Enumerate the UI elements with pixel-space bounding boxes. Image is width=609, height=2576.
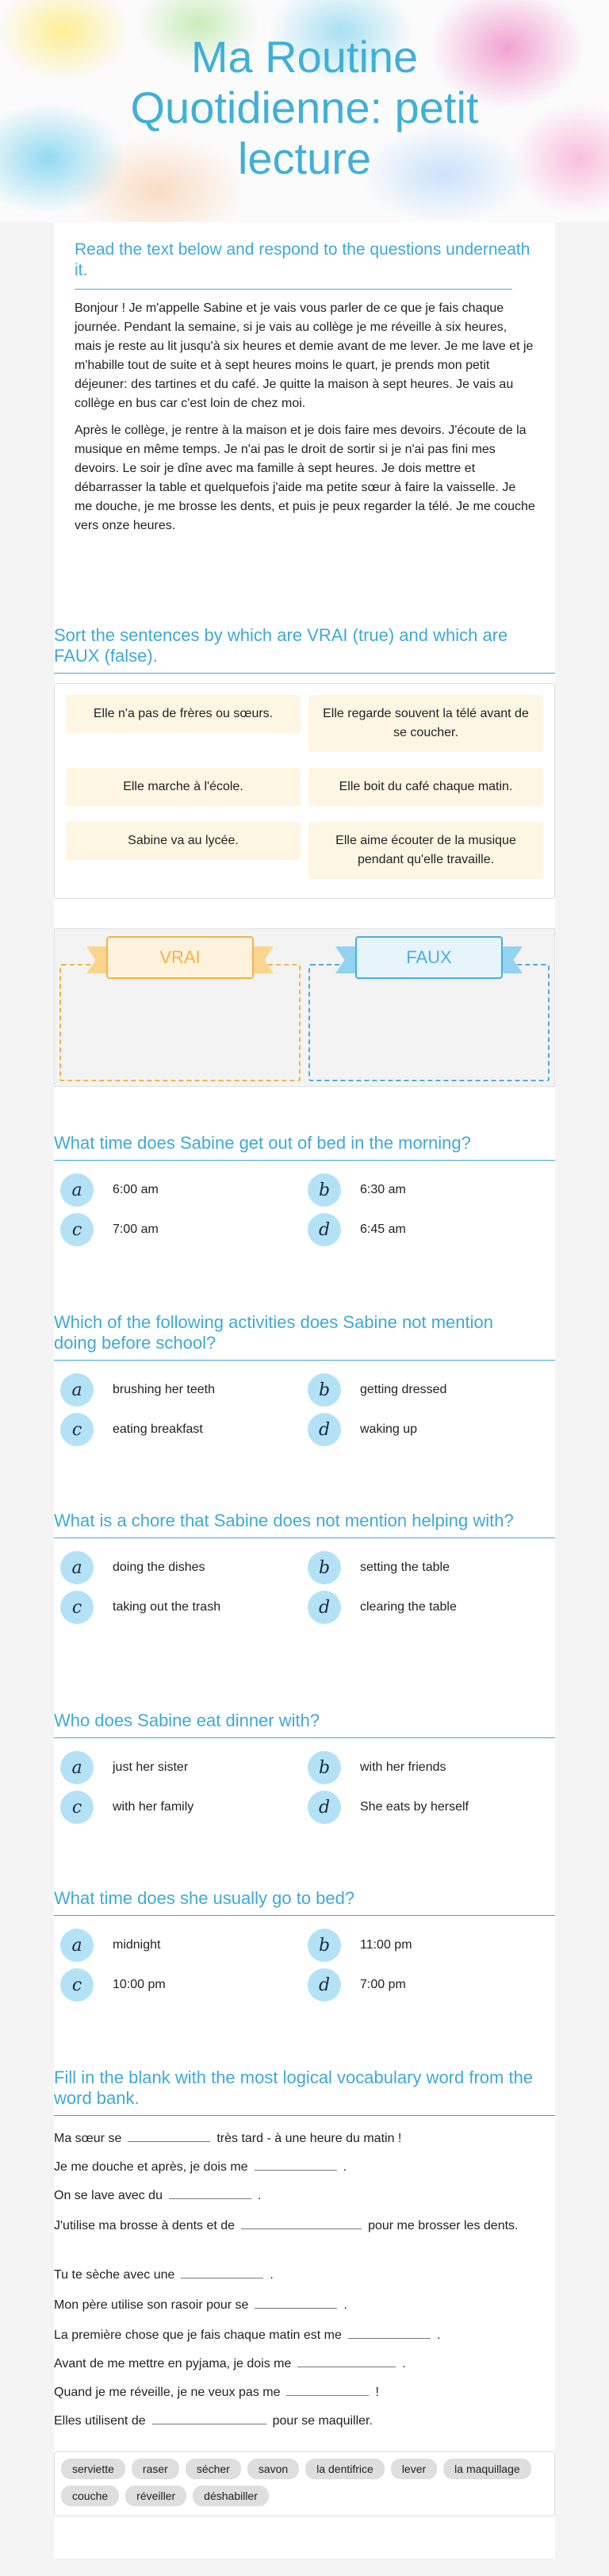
- sentence-text: pour me brosser les dents.: [368, 2219, 519, 2232]
- answer-option-b[interactable]: [308, 1172, 406, 1208]
- letter-a-icon: a: [60, 1173, 94, 1207]
- word-chip[interactable]: couche: [61, 2486, 119, 2506]
- sentence-text: Elles utilisent de: [54, 2414, 146, 2428]
- sort-section: [54, 625, 555, 899]
- option-text: waking up: [360, 1422, 418, 1436]
- question-1: [54, 1133, 555, 1248]
- letter-a-icon: a: [60, 1373, 94, 1407]
- sentence-text: La première chose que je fais chaque matin est me: [54, 2328, 342, 2342]
- answer-option-b[interactable]: [308, 1372, 446, 1408]
- option-text: doing the dishes: [113, 1561, 205, 1574]
- sort-item[interactable]: Elle aime écouter de la musique pendant qu'elle travaille.: [308, 822, 543, 879]
- blank-input[interactable]: [286, 2382, 369, 2396]
- option-text: 6:00 am: [113, 1183, 159, 1196]
- letter-d-icon: d: [308, 1413, 341, 1446]
- sentence-text: J'utilise ma brosse à dents et de: [54, 2219, 236, 2232]
- blank-input[interactable]: [181, 2264, 263, 2278]
- sentence-text: Tu te sèche avec une: [54, 2268, 175, 2282]
- sentence-text: Mon père utilise son rasoir pour se: [54, 2298, 249, 2312]
- letter-b-icon: b: [308, 1929, 341, 1962]
- answer-option-b[interactable]: [308, 1749, 446, 1786]
- word-chip[interactable]: savon: [247, 2459, 299, 2479]
- fill-sentence: [54, 2353, 555, 2374]
- answer-options: [54, 1367, 555, 1448]
- fill-sentence: [54, 2215, 555, 2236]
- question-title: What is a chore that Sabine does not mention helping with?: [54, 1511, 514, 1530]
- answer-option-a[interactable]: [60, 1749, 188, 1786]
- question-4: [54, 1710, 555, 1825]
- question-5: [54, 1888, 555, 2003]
- option-text: setting the table: [360, 1561, 450, 1574]
- option-text: midnight: [113, 1938, 161, 1952]
- fill-sentence: [54, 2185, 555, 2206]
- reading-section: [75, 240, 536, 536]
- sentence-text: très tard - à une heure du matin !: [216, 2132, 402, 2145]
- option-text: 10:00 pm: [113, 1978, 166, 1991]
- letter-c-icon: c: [60, 1968, 94, 2002]
- fill-sentence: [54, 2410, 555, 2431]
- blank-input[interactable]: [128, 2128, 210, 2142]
- word-bank: [54, 2451, 555, 2516]
- option-text: 7:00 pm: [360, 1978, 406, 1991]
- letter-b-icon: b: [308, 1551, 341, 1584]
- divider: [54, 2115, 555, 2116]
- sentence-text: .: [436, 2328, 441, 2342]
- option-text: 6:30 am: [360, 1183, 406, 1196]
- sort-item[interactable]: Elle marche à l'école.: [66, 768, 301, 806]
- fill-sentence: [54, 2128, 555, 2148]
- question-2: [54, 1312, 555, 1448]
- word-chip[interactable]: la dentifrice: [305, 2459, 385, 2479]
- sentence-text: .: [343, 2298, 347, 2312]
- blank-input[interactable]: [152, 2410, 266, 2424]
- word-chip[interactable]: la maquillage: [443, 2459, 531, 2479]
- answer-option-c[interactable]: [60, 1789, 193, 1825]
- letter-c-icon: c: [60, 1591, 94, 1624]
- letter-a-icon: a: [60, 1929, 94, 1962]
- option-text: 11:00 pm: [360, 1938, 412, 1952]
- sentence-text: Ma sœur se: [54, 2132, 122, 2145]
- vrai-drop-zone[interactable]: [59, 964, 301, 1081]
- divider: [54, 1737, 555, 1738]
- fill-sentence: [54, 2264, 555, 2285]
- blank-input[interactable]: [255, 2294, 337, 2309]
- fill-blank-section: [54, 2067, 555, 2116]
- answer-option-b[interactable]: [308, 1549, 450, 1586]
- letter-b-icon: b: [308, 1751, 341, 1784]
- answer-options: [54, 1922, 555, 2003]
- question-3: [54, 1511, 555, 1626]
- header-banner: [0, 0, 609, 222]
- answer-option-c[interactable]: [60, 1589, 220, 1626]
- answer-option-c[interactable]: [60, 1967, 166, 2003]
- letter-a-icon: a: [60, 1751, 94, 1784]
- fill-sentence: [54, 2325, 555, 2345]
- option-text: with her friends: [360, 1760, 446, 1774]
- letter-d-icon: d: [308, 1968, 341, 2002]
- divider: [54, 1360, 555, 1361]
- blank-input[interactable]: [255, 2156, 337, 2171]
- fill-sentence: [54, 2382, 555, 2402]
- sort-items-box: [54, 683, 555, 899]
- answer-option-d[interactable]: [308, 1967, 406, 2003]
- sentence-text: !: [375, 2386, 379, 2399]
- divider: [54, 673, 555, 674]
- answer-option-a[interactable]: [60, 1372, 215, 1408]
- answer-option-a[interactable]: [60, 1549, 205, 1586]
- option-text: just her sister: [113, 1760, 189, 1774]
- answer-option-d[interactable]: [308, 1411, 417, 1448]
- letter-d-icon: d: [308, 1213, 341, 1246]
- letter-c-icon: c: [60, 1791, 94, 1824]
- faux-label: FAUX: [406, 947, 452, 967]
- divider: [54, 1915, 555, 1916]
- sentence-text: .: [270, 2268, 274, 2282]
- answer-option-d[interactable]: [308, 1589, 457, 1626]
- word-chip[interactable]: raser: [132, 2459, 179, 2479]
- sentence-text: Je me douche et après, je dois me: [54, 2160, 248, 2174]
- faux-drop-zone[interactable]: [308, 964, 550, 1081]
- letter-d-icon: d: [308, 1591, 341, 1624]
- option-text: 6:45 am: [360, 1223, 406, 1236]
- blank-input[interactable]: [297, 2353, 396, 2367]
- word-chip[interactable]: sécher: [186, 2459, 241, 2479]
- sentence-text: Quand je me réveille, je ne veux pas me: [54, 2386, 281, 2399]
- question-title: Which of the following activities does Sabine not mention doing before school?: [54, 1312, 493, 1353]
- letter-c-icon: c: [60, 1413, 94, 1446]
- answer-option-a[interactable]: [60, 1927, 160, 1964]
- vrai-banner: [86, 935, 274, 980]
- option-text: getting dressed: [360, 1383, 447, 1396]
- sort-item[interactable]: Elle regarde souvent la télé avant de se coucher.: [308, 695, 543, 752]
- sentence-text: .: [343, 2160, 347, 2174]
- letter-a-icon: a: [60, 1551, 94, 1584]
- answer-option-c[interactable]: [60, 1411, 203, 1448]
- reading-paragraph-1: Bonjour ! Je m'appelle Sabine et je vais vous parler de ce que je fais chaque journée. Pendant la semaine, si je vais au collège je me réveille à six heures, mais je reste au lit jusqu'à six heures et demie avant de me lever. Je me lave et je m'habille tout de suite et à sept heures moins le quart, je prends mon petit déjeuner: des tartines et du café. Je quitte la maison à sept heures. Je vais au collège en bus car c'est loin de chez moi.: [75, 301, 534, 410]
- divider: [75, 289, 512, 290]
- sort-item[interactable]: Elle boit du café chaque matin.: [308, 768, 543, 806]
- divider: [54, 1160, 555, 1161]
- page-title: Ma Routine Quotidienne: petit lecture: [130, 32, 479, 183]
- reading-paragraph-2: Après le collège, je rentre à la maison et je dois faire mes devoirs. J'écoute de la musique en même temps. Je n'ai pas le droit de sortir si je n'ai pas fini mes devoirs. Le soir je dîne avec ma famille à sept heures. Je dois mettre et débarrasser la table et quelquefois j'aide ma petite sœur à faire la vaisselle. Je me douche, je me brosse les dents, et puis je peux regarder la télé. Je me couche vers onze heures.: [75, 424, 535, 532]
- word-chip[interactable]: déshabiller: [193, 2486, 269, 2506]
- sentence-text: .: [402, 2357, 406, 2371]
- fill-title: Fill in the blank with the most logical vocabulary word from the word bank.: [54, 2067, 534, 2108]
- sentence-text: .: [257, 2189, 262, 2202]
- answer-options: [54, 1745, 555, 1825]
- word-chip[interactable]: serviette: [61, 2459, 125, 2479]
- option-text: with her family: [113, 1800, 194, 1814]
- option-text: eating breakfast: [113, 1422, 203, 1436]
- faux-banner: [335, 935, 523, 980]
- question-title: What time does she usually go to bed?: [54, 1888, 355, 1908]
- blank-input[interactable]: [241, 2215, 362, 2229]
- option-text: taking out the trash: [113, 1600, 221, 1614]
- option-text: clearing the table: [360, 1600, 457, 1614]
- sort-item[interactable]: Sabine va au lycée.: [66, 822, 301, 860]
- blank-input[interactable]: [169, 2185, 251, 2199]
- fill-sentence: [54, 2294, 555, 2315]
- blank-input[interactable]: [348, 2325, 431, 2339]
- answer-option-d[interactable]: [308, 1789, 469, 1825]
- sentence-text: On se lave avec du: [54, 2189, 163, 2202]
- answer-options: [54, 1545, 555, 1626]
- answer-options: [54, 1167, 555, 1248]
- vrai-label: VRAI: [159, 947, 201, 967]
- word-chip[interactable]: lever: [391, 2459, 437, 2479]
- sentence-text: Avant de me mettre en pyjama, je dois me: [54, 2357, 292, 2371]
- answer-option-b[interactable]: [308, 1927, 412, 1964]
- question-title: Who does Sabine eat dinner with?: [54, 1710, 320, 1730]
- letter-d-icon: d: [308, 1791, 341, 1824]
- letter-c-icon: c: [60, 1213, 94, 1246]
- answer-option-d[interactable]: [308, 1211, 406, 1248]
- option-text: 7:00 am: [113, 1223, 159, 1236]
- sort-buckets: [54, 928, 555, 1087]
- sentence-text: pour se maquiller.: [272, 2414, 373, 2428]
- answer-option-c[interactable]: [60, 1211, 159, 1248]
- option-text: She eats by herself: [360, 1800, 469, 1814]
- option-text: brushing her teeth: [113, 1383, 215, 1396]
- sort-item[interactable]: Elle n'a pas de frères ou sœurs.: [66, 695, 301, 733]
- letter-b-icon: b: [308, 1373, 341, 1407]
- word-chip[interactable]: réveiller: [125, 2486, 186, 2506]
- letter-b-icon: b: [308, 1173, 341, 1207]
- answer-option-a[interactable]: [60, 1172, 159, 1208]
- question-title: What time does Sabine get out of bed in the morning?: [54, 1133, 471, 1153]
- worksheet-card: [54, 222, 555, 2559]
- fill-sentence: [54, 2156, 555, 2177]
- sort-title: Sort the sentences by which are VRAI (true) and which are FAUX (false).: [54, 625, 508, 666]
- reading-instruction: Read the text below and respond to the questions underneath it.: [75, 240, 530, 279]
